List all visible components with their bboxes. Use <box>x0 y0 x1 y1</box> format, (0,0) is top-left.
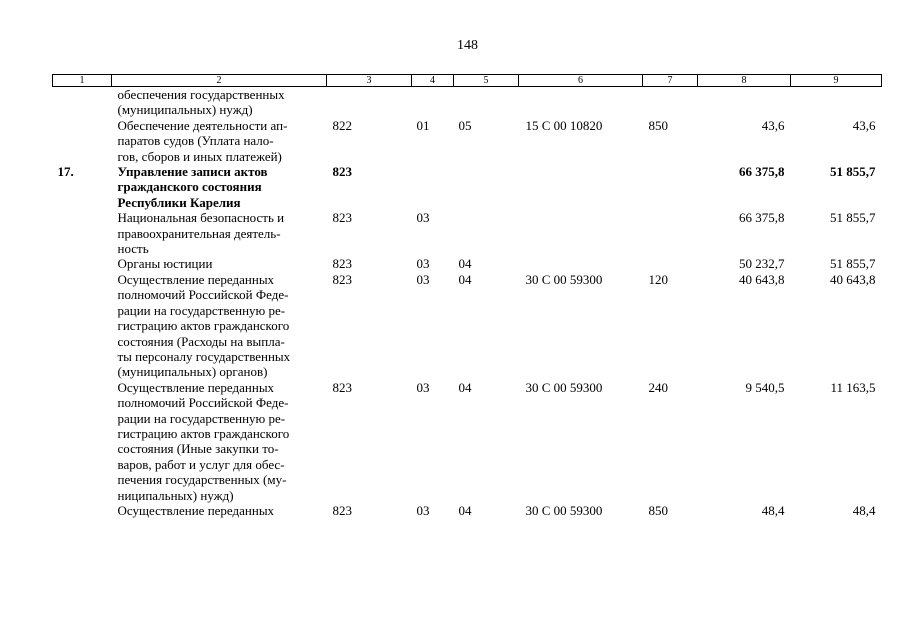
amount-year-2-cell: 40 643,8 <box>830 271 876 287</box>
description-line: гистрацию актов гражданского <box>117 425 290 441</box>
amount-year-1-cell: 50 232,7 <box>739 256 785 272</box>
target-article-cell: 30 С 00 59300 <box>525 379 603 395</box>
description-line: состояния (Расходы на выпла- <box>117 333 285 349</box>
description-cell <box>112 118 327 164</box>
table-row <box>53 272 882 380</box>
description-line: Осуществление переданных <box>117 271 275 287</box>
subsection-cell: 04 <box>458 256 472 272</box>
section-cell: 03 <box>416 210 430 226</box>
expense-type-cell <box>643 87 698 118</box>
column-header-8: 8 <box>698 75 791 87</box>
column-header-5: 5 <box>454 75 519 87</box>
table-row <box>53 256 882 271</box>
expense-type-cell: 120 <box>648 271 668 287</box>
subsection-cell <box>454 210 519 256</box>
description-cell <box>112 87 327 118</box>
description-line: (муниципальных) нужд) <box>117 102 253 118</box>
amount-year-2-cell: 51 855,7 <box>830 256 876 272</box>
description-line: Осуществление переданных <box>117 379 275 395</box>
section-cell: 01 <box>416 117 430 133</box>
expense-type-cell: 240 <box>648 379 668 395</box>
description-line: ниципальных) нужд) <box>117 487 234 503</box>
expense-type-cell <box>643 164 698 210</box>
department-code-cell: 823 <box>332 379 352 395</box>
description-cell <box>112 380 327 503</box>
description-line: обеспечения государственных <box>117 87 285 102</box>
description-line: рации на государственную ре- <box>117 302 286 318</box>
row-number-cell <box>53 272 112 380</box>
table-row <box>53 118 882 164</box>
amount-year-1-cell: 40 643,8 <box>739 271 785 287</box>
table-row <box>53 210 882 256</box>
department-code-cell: 823 <box>332 164 352 180</box>
section-cell: 03 <box>416 256 430 272</box>
column-header-9: 9 <box>791 75 882 87</box>
description-line: Осуществление переданных <box>117 502 275 518</box>
description-line: (муниципальных) органов) <box>117 364 268 380</box>
subsection-cell: 04 <box>458 271 472 287</box>
target-article-cell: 30 С 00 59300 <box>525 502 603 518</box>
column-header-3: 3 <box>327 75 412 87</box>
amount-year-2-cell: 11 163,5 <box>830 379 876 395</box>
target-article-cell <box>519 164 643 210</box>
description-line: гов, сборов и иных платежей) <box>117 148 282 164</box>
table-row <box>53 380 882 503</box>
target-article-cell <box>519 256 643 271</box>
subsection-cell: 04 <box>458 379 472 395</box>
budget-table-body <box>53 87 882 519</box>
description-line: Республики Карелия <box>117 194 241 210</box>
column-header-7: 7 <box>643 75 698 87</box>
description-line: варов, работ и услуг для обес- <box>117 456 285 472</box>
amount-year-1-cell <box>698 87 791 118</box>
section-cell <box>412 87 454 118</box>
expense-type-cell <box>643 256 698 271</box>
row-number-cell <box>53 118 112 164</box>
amount-year-1-cell: 43,6 <box>761 117 785 133</box>
description-line: полномочий Российской Феде- <box>117 287 289 303</box>
expense-type-cell: 850 <box>648 117 668 133</box>
description-line: правоохранительная деятель- <box>117 225 281 241</box>
page-number: 148 <box>457 38 478 53</box>
description-line: состояния (Иные закупки то- <box>117 441 279 457</box>
column-header-6: 6 <box>519 75 643 87</box>
description-line: ты персоналу государственных <box>117 348 291 364</box>
row-number-cell <box>53 210 112 256</box>
amount-year-1-cell: 66 375,8 <box>739 210 785 226</box>
target-article-cell: 15 С 00 10820 <box>525 117 603 133</box>
section-cell: 03 <box>416 271 430 287</box>
description-line: печения государственных (му- <box>117 472 287 488</box>
amount-year-2-cell: 48,4 <box>852 502 876 518</box>
description-line: Национальная безопасность и <box>117 210 285 226</box>
description-line: паратов судов (Уплата нало- <box>117 133 274 149</box>
subsection-cell: 05 <box>458 117 472 133</box>
description-line: Управление записи актов <box>117 164 268 180</box>
description-line: рации на государственную ре- <box>117 410 286 426</box>
description-line: гистрацию актов гражданского <box>117 318 290 334</box>
department-code-cell: 823 <box>332 271 352 287</box>
description-line: гражданского состояния <box>117 179 262 195</box>
description-line: Органы юстиции <box>117 256 213 272</box>
target-article-cell: 30 С 00 59300 <box>525 271 603 287</box>
row-number-cell <box>53 87 112 118</box>
description-cell <box>112 164 327 210</box>
amount-year-2-cell: 43,6 <box>852 117 876 133</box>
department-code-cell: 822 <box>332 117 352 133</box>
expense-type-cell: 850 <box>648 502 668 518</box>
amount-year-1-cell: 48,4 <box>761 502 785 518</box>
subsection-cell <box>454 87 519 118</box>
amount-year-2-cell: 51 855,7 <box>830 210 876 226</box>
table-row <box>53 87 882 118</box>
amount-year-1-cell: 66 375,8 <box>739 164 785 180</box>
target-article-cell <box>519 210 643 256</box>
column-header-4: 4 <box>412 75 454 87</box>
description-line: полномочий Российской Феде- <box>117 395 289 411</box>
department-code-cell: 823 <box>332 502 352 518</box>
target-article-cell <box>519 87 643 118</box>
description-line: ность <box>117 241 149 257</box>
amount-year-1-cell: 9 540,5 <box>745 379 785 395</box>
description-cell <box>112 503 327 518</box>
expense-type-cell <box>643 210 698 256</box>
department-code-cell: 823 <box>332 256 352 272</box>
department-code-cell <box>327 87 412 118</box>
description-line: Обеспечение деятельности ап- <box>117 117 288 133</box>
row-number-cell <box>53 380 112 503</box>
table-row <box>53 503 882 518</box>
subsection-cell <box>454 164 519 210</box>
amount-year-2-cell: 51 855,7 <box>830 164 876 180</box>
subsection-cell: 04 <box>458 502 472 518</box>
table-row <box>53 164 882 210</box>
department-code-cell: 823 <box>332 210 352 226</box>
column-number-header-row <box>53 75 882 87</box>
section-cell <box>412 164 454 210</box>
column-header-1: 1 <box>53 75 112 87</box>
row-number-cell <box>53 503 112 518</box>
description-cell <box>112 210 327 256</box>
column-header-2: 2 <box>112 75 327 87</box>
description-cell <box>112 256 327 271</box>
amount-year-2-cell <box>791 87 882 118</box>
budget-table <box>52 74 882 518</box>
description-cell <box>112 272 327 380</box>
row-number-cell: 17. <box>57 164 74 180</box>
row-number-cell <box>53 256 112 271</box>
section-cell: 03 <box>416 379 430 395</box>
section-cell: 03 <box>416 502 430 518</box>
